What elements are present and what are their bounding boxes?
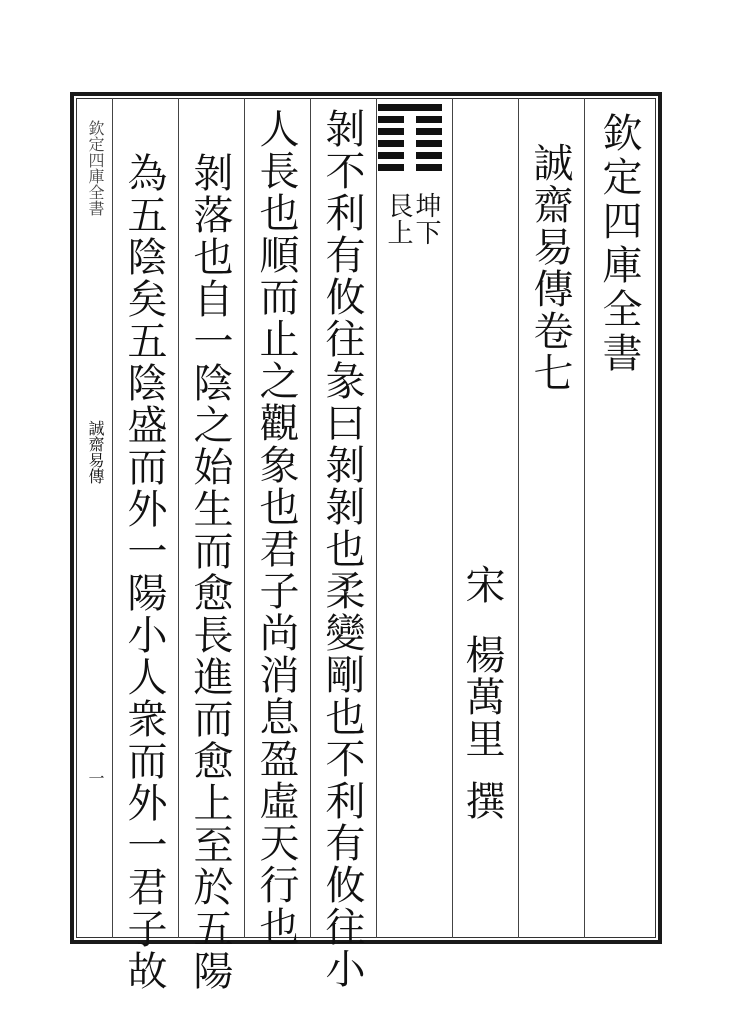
- hexagram-line: [378, 116, 442, 123]
- column-rule: [376, 98, 377, 938]
- text-column-4: 為五陰矣五陰盛而外一陽小人衆而外一君子故: [121, 152, 167, 992]
- column-rule: [244, 98, 245, 938]
- text-column-2: 人長也順而止之觀象也君子尚消息盈虛天行也: [253, 108, 299, 948]
- author-role: 撰: [459, 780, 505, 822]
- hexagram-line: [378, 104, 442, 111]
- margin-page-number: 一: [86, 770, 105, 786]
- lower-trigram-label: 坤下: [411, 192, 441, 246]
- column-rule: [112, 98, 113, 938]
- column-rule: [452, 98, 453, 938]
- column-rule: [518, 98, 519, 938]
- book-title: 欽定四庫全書: [596, 112, 642, 376]
- margin-book-label: 欽定四庫全書: [86, 120, 105, 216]
- hexagram-line: [378, 164, 442, 171]
- author-dynasty: 宋: [459, 564, 505, 606]
- hexagram-line: [378, 140, 442, 147]
- text-column-1: 剝不利有攸往彖曰剝剝也柔變剛也不利有攸往小: [319, 108, 365, 990]
- bo-hexagram-icon: [378, 104, 442, 176]
- volume-title: 誠齋易傳卷七: [527, 142, 573, 394]
- margin-title-label: 誠齋易傳: [86, 420, 105, 484]
- column-rule: [310, 98, 311, 938]
- author-name: 楊萬里: [459, 634, 505, 760]
- column-rule: [178, 98, 179, 938]
- column-rule: [584, 98, 585, 938]
- text-column-3: 剝落也自一陰之始生而愈長進而愈上至於五陽: [187, 152, 233, 992]
- upper-trigram-label: 艮上: [383, 192, 413, 246]
- hexagram-line: [378, 152, 442, 159]
- hexagram-line: [378, 128, 442, 135]
